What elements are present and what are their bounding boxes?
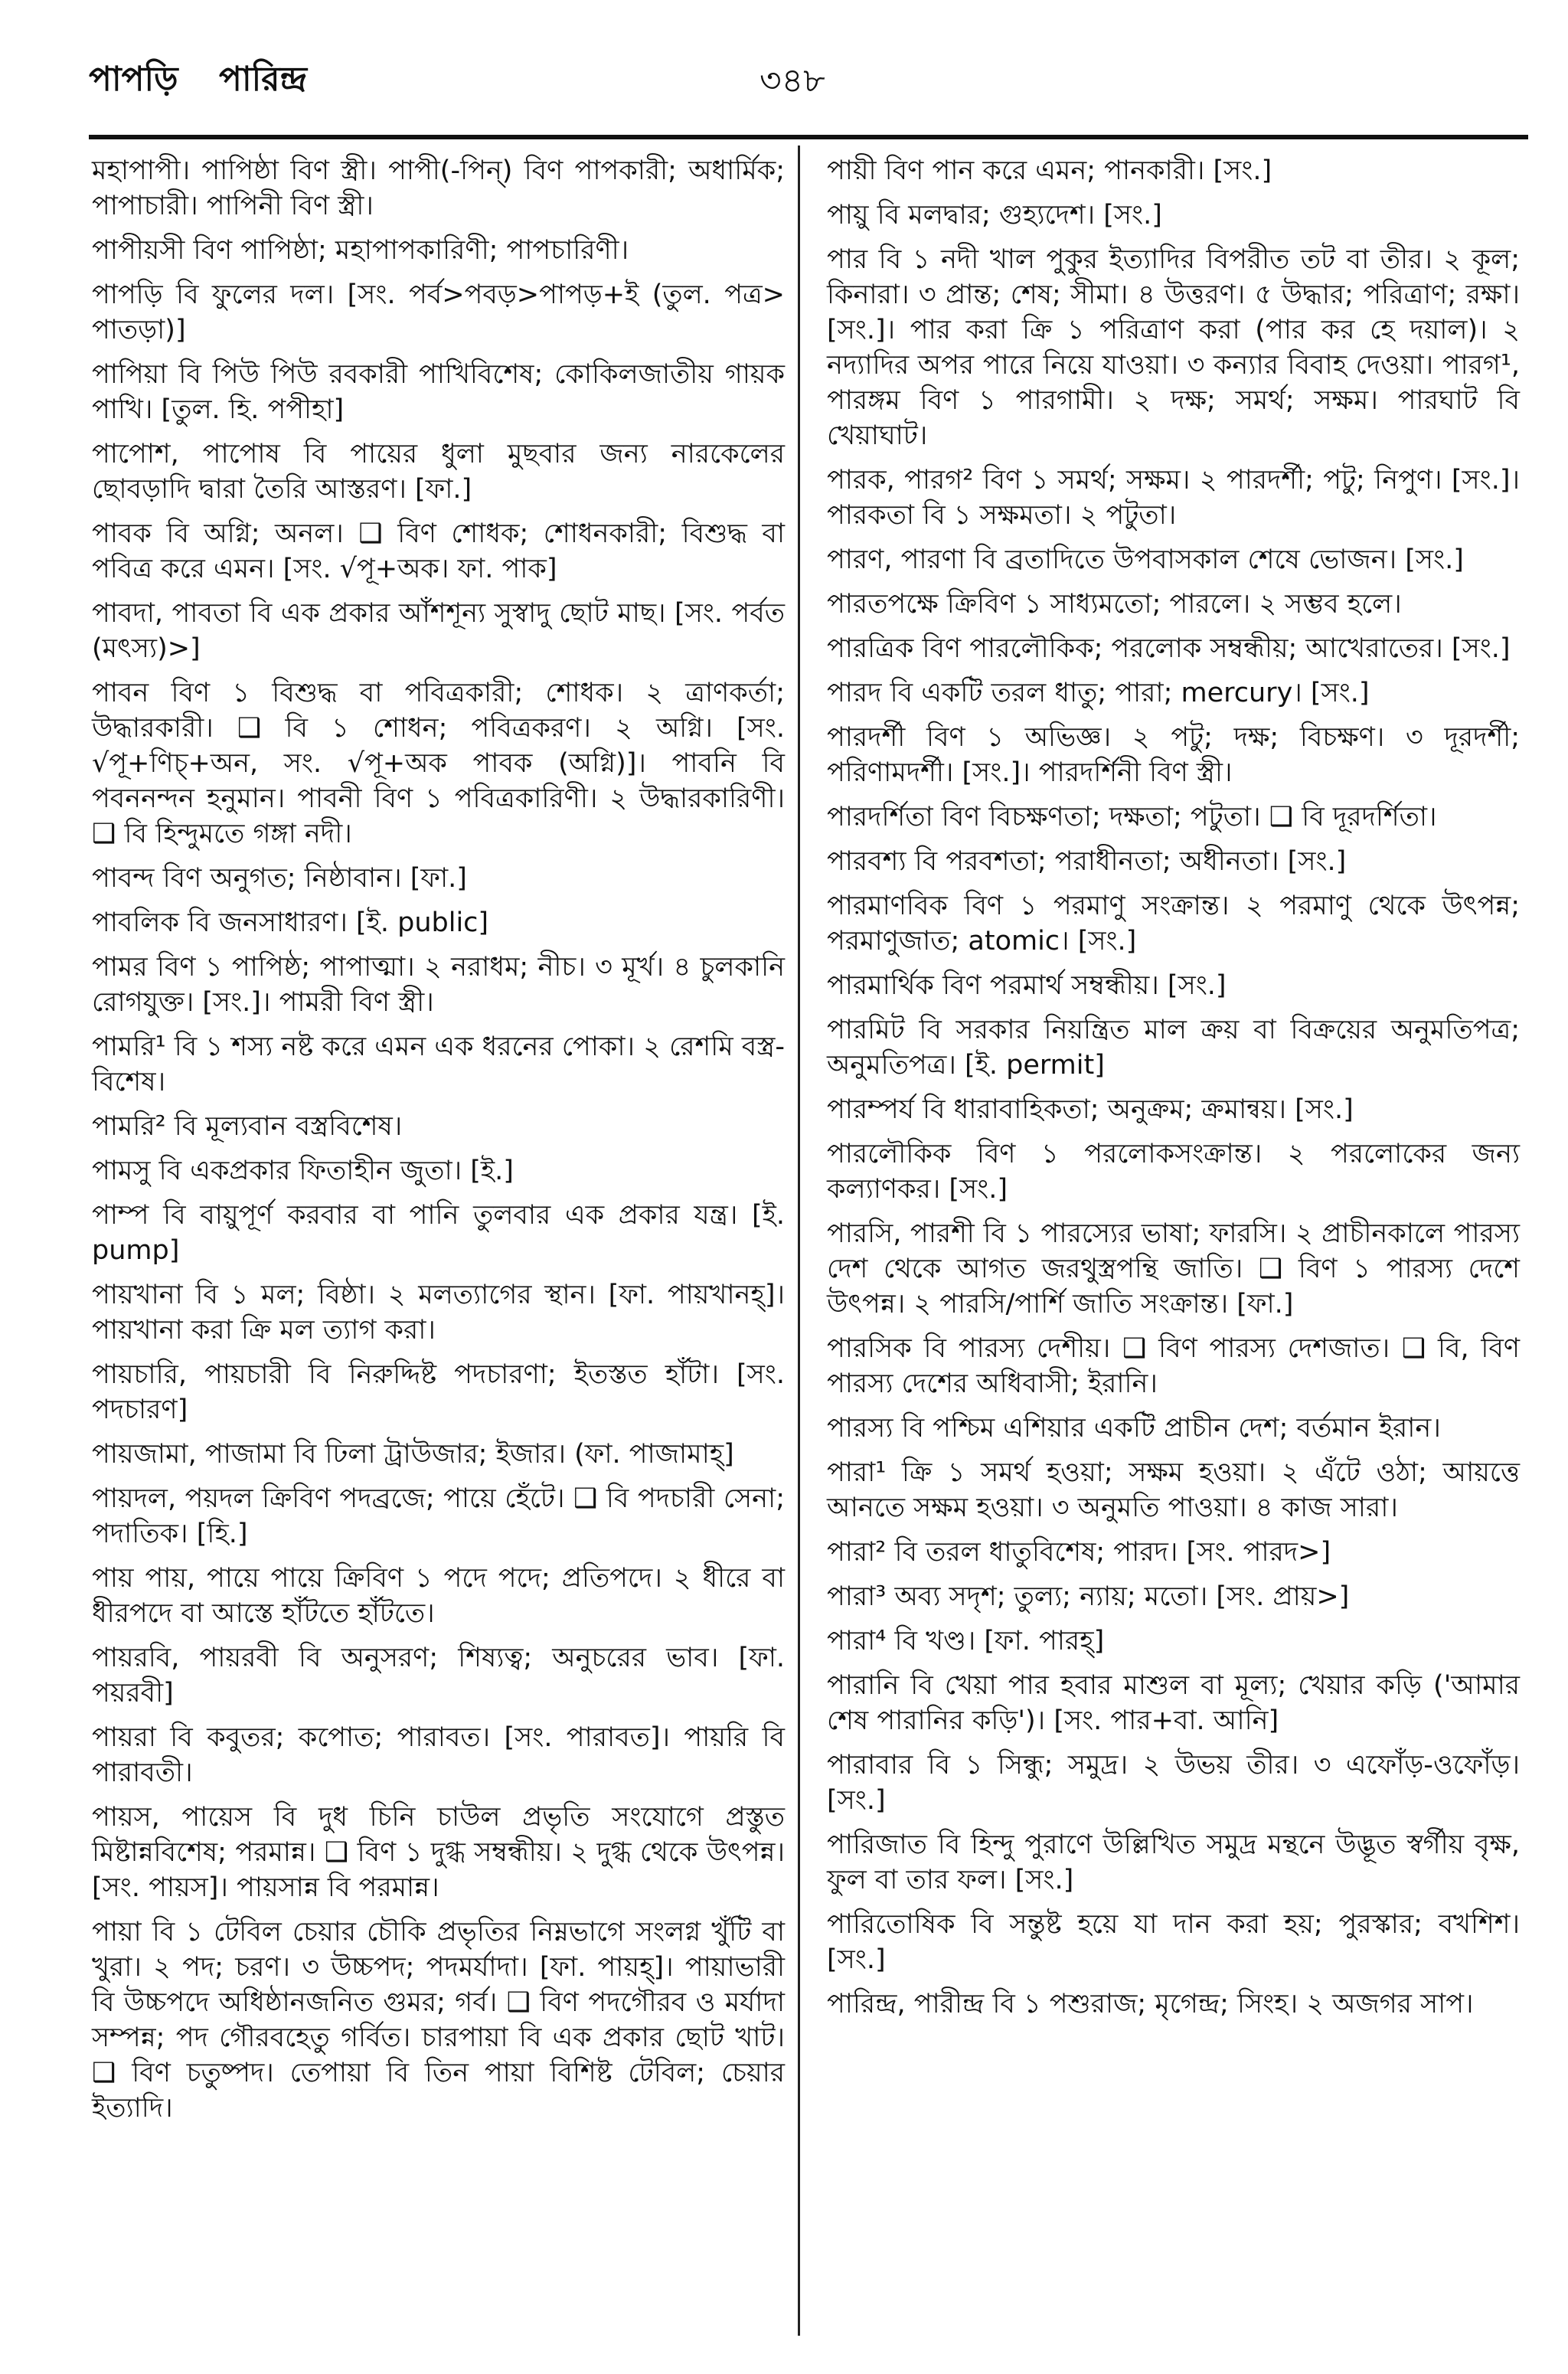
left-guide-word: পাপড়ি (89, 60, 178, 99)
dictionary-entry: পারিতোষিক বি সন্তুষ্ট হয়ে যা দান করা হয়; পুরস্কার; বখশিশ। [সং.] (827, 1909, 1520, 1975)
column-divider (798, 146, 800, 2336)
dictionary-entry: পায়জামা, পাজামা বি ঢিলা ট্রাউজার; ইজার। (ফা. পাজামাহ্‌] (92, 1439, 734, 1470)
header-rule (89, 135, 1528, 139)
dictionary-entry: পায়রা বি কবুতর; কপোত; পারাবত। [সং. পারাবত]। পায়রি বি পারাবতী। (92, 1722, 785, 1788)
dictionary-entry: পারত্রিক বিণ পারলৌকিক; পরলোক সম্বন্ধীয়; আখেরাতের। [সং.] (827, 633, 1511, 664)
dictionary-entry: পারা⁴ বি খণ্ড। [ফা. পারহ্‌] (827, 1626, 1105, 1656)
dictionary-entry: পার বি ১ নদী খাল পুকুর ইত্যাদির বিপরীত তট বা তীর। ২ কূল; কিনারা। ৩ প্রান্ত; শেষ; সীমা। ৪ উত্তরণ। ৫ উদ্ধার; পরিত্রাণ; রক্ষা। [সং.]। পার করা ক্রি ১ পরিত্রাণ করা (পার কর হে দয়াল)। ২ নদ্যাদির অপর পারে নিয়ে যাওয়া। ৩ কন্যার বিবাহ দেওয়া। পারগ¹, পারঙ্গম বিণ ১ পারগামী। ২ দক্ষ; সমর্থ; সক্ষম। পারঘাট বি খেয়াঘাট। (827, 244, 1520, 451)
dictionary-entry: পায়খানা বি ১ মল; বিষ্ঠা। ২ মলত্যাগের স্থান। [ফা. পায়খানহ্‌]। পায়খানা করা ক্রি মল ত্যাগ করা। (92, 1280, 785, 1346)
dictionary-entry: পাপিয়া বি পিউ পিউ রবকারী পাখিবিশেষ; কোকিলজাতীয় গায়ক পাখি। [তুল. হি. পপীহা] (92, 359, 785, 425)
left-column (92, 153, 785, 2135)
dictionary-entry: পারক, পারগ² বিণ ১ সমর্থ; সক্ষম। ২ পারদর্শী; পটু; নিপুণ। [সং.]। পারকতা বি ১ সক্ষমতা। ২ পটুতা। (827, 465, 1520, 531)
dictionary-entry: পায়স, পায়েস বি দুধ চিনি চাউল প্রভৃতি সংযোগে প্রস্তুত মিষ্টান্নবিশেষ; পরমান্ন। ❑ বিণ ১ দুগ্ধ সম্বন্ধীয়। ২ দুগ্ধ থেকে উৎপন্ন। [সং. পায়স]। পায়সান্ন বি পরমান্ন। (92, 1802, 785, 1903)
page-number: ৩৪৮ (760, 61, 825, 100)
dictionary-entry: পারতপক্ষে ক্রিবিণ ১ সাধ্যমতো; পারলে। ২ সম্ভব হলে। (827, 589, 1402, 620)
dictionary-entry: পায়দল, পয়দল ক্রিবিণ পদব্রজে; পায়ে হেঁটে। ❑ বি পদচারী সেনা; পদাতিক। [হি.] (92, 1483, 785, 1549)
dictionary-entry: পায় পায়, পায়ে পায়ে ক্রিবিণ ১ পদে পদে; প্রতিপদে। ২ ধীরে বা ধীরপদে বা আস্তে হাঁটতে হাঁটতে। (92, 1563, 785, 1629)
dictionary-entry: পাবলিক বি জনসাধারণ। [ই. public] (92, 907, 489, 938)
dictionary-entry: পারলৌকিক বিণ ১ পরলোকসংক্রান্ত। ২ পরলোকের জন্য কল্যাণকর। [সং.] (827, 1139, 1520, 1205)
dictionary-entry: পায়রবি, পায়রবী বি অনুসরণ; শিষ্যত্ব; অনুচরের ভাব। [ফা. পয়রবী] (92, 1643, 785, 1709)
dictionary-entry: পারণ, পারণা বি ব্রতাদিতে উপবাসকাল শেষে ভোজন। [সং.] (827, 544, 1464, 575)
dictionary-entry: পামরি¹ বি ১ শস্য নষ্ট করে এমন এক ধরনের পোকা। ২ রেশমি বস্ত্র-বিশেষ। (92, 1032, 785, 1097)
dictionary-entry: পারদর্শিতা বিণ বিচক্ষণতা; দক্ষতা; পটুতা। ❑ বি দূরদর্শিতা। (827, 802, 1437, 832)
dictionary-entry: পারদ বি একটি তরল ধাতু; পারা; mercury। [সং.] (827, 678, 1370, 708)
dictionary-entry: পাবন বিণ ১ বিশুদ্ধ বা পবিত্রকারী; শোধক। ২ ত্রাণকর্তা; উদ্ধারকারী। ❑ বি ১ শোধন; পবিত্রকরণ। ২ অগ্নি। [সং. √পূ+ণিচ্‌+অন, সং. √পূ+অক পাবক (অগ্নি)]। পাবনি বি পবননন্দন হনুমান। পাবনী বিণ ১ পবিত্রকারিণী। ২ উদ্ধারকারিণী। ❑ বি হিন্দুমতে গঙ্গা নদী। (92, 678, 785, 849)
dictionary-entry: পামসু বি একপ্রকার ফিতাহীন জুতা। [ই.] (92, 1156, 514, 1186)
dictionary-entry: পারিজাত বি হিন্দু পুরাণে উল্লিখিত সমুদ্র মন্থনে উদ্ভূত স্বর্গীয় বৃক্ষ, ফুল বা তার ফল। [সং.] (827, 1830, 1520, 1895)
dictionary-entry: পারিন্দ্র, পারীন্দ্র বি ১ পশুরাজ; মৃগেন্দ্র; সিংহ। ২ অজগর সাপ। (827, 1989, 1474, 2019)
dictionary-entry: পাবক বি অগ্নি; অনল। ❑ বিণ শোধক; শোধনকারী; বিশুদ্ধ বা পবিত্র করে এমন। [সং. √পূ+অক। ফা. পাক] (92, 518, 785, 584)
dictionary-entry: পারা² বি তরল ধাতুবিশেষ; পারদ। [সং. পারদ>] (827, 1537, 1331, 1568)
dictionary-entry: পাম্প বি বায়ুপূর্ণ করবার বা পানি তুলবার এক প্রকার যন্ত্র। [ই. pump] (92, 1200, 785, 1266)
right-column (827, 153, 1520, 2031)
dictionary-entry: পাপড়ি বি ফুলের দল। [সং. পর্ব>পবড়>পাপড়+ই (তুল. পত্র> পাতড়া)] (92, 280, 785, 345)
dictionary-entry: পারসি, পারশী বি ১ পারস্যের ভাষা; ফারসি। ২ প্রাচীনকালে পারস্য দেশ থেকে আগত জরথুস্ত্রপন্থি জাতি। ❑ বিণ ১ পারস্য দেশে উৎপন্ন। ২ পারসি/পার্শি জাতি সংক্রান্ত। [ফা.] (827, 1218, 1520, 1319)
dictionary-entry: পারা³ অব্য সদৃশ; তুল্য; ন্যায়; মতো। [সং. প্রায়>] (827, 1581, 1350, 1612)
dictionary-entry: পায়া বি ১ টেবিল চেয়ার চৌকি প্রভৃতির নিম্নভাগে সংলগ্ন খুঁটি বা খুরা। ২ পদ; চরণ। ৩ উচ্চপদ; পদমর্যাদা। [ফা. পায়হ্‌]। পায়াভারী বি উচ্চপদে অধিষ্ঠানজনিত গুমর; গর্ব। ❑ বিণ পদগৌরব ও মর্যাদা সম্পন্ন; পদ গৌরবহেতু গর্বিত। চারপায়া বি এক প্রকার ছোট খাট। ❑ বিণ চতুষ্পদ। তেপায়া বি তিন পায়া বিশিষ্ট টেবিল; চেয়ার ইত্যাদি। (92, 1917, 785, 2124)
dictionary-entry: পারসিক বি পারস্য দেশীয়। ❑ বিণ পারস্য দেশজাত। ❑ বি, বিণ পারস্য দেশের অধিবাসী; ইরানি। (827, 1333, 1520, 1399)
dictionary-entry: পামরি² বি মূল্যবান বস্ত্রবিশেষ। (92, 1111, 403, 1142)
dictionary-entry: পারবশ্য বি পরবশতা; পরাধীনতা; অধীনতা। [সং.] (827, 846, 1347, 877)
dictionary-entry: পারমার্থিক বিণ পরমার্থ সম্বন্ধীয়। [সং.] (827, 970, 1227, 1001)
dictionary-entry: পায়চারি, পায়চারী বি নিরুদ্দিষ্ট পদচারণা; ইতস্তত হাঁটা। [সং. পদচারণ] (92, 1359, 785, 1425)
dictionary-entry: পারমিট বি সরকার নিয়ন্ত্রিত মাল ক্রয় বা বিক্রয়ের অনুমতিপত্র; অনুমতিপত্র। [ই. permit] (827, 1015, 1520, 1081)
dictionary-entry: পারমাণবিক বিণ ১ পরমাণু সংক্রান্ত। ২ পরমাণু থেকে উৎপন্ন; পরমাণুজাত; atomic। [সং.] (827, 891, 1520, 956)
dictionary-entry: পারম্পর্য বি ধারাবাহিকতা; অনুক্রম; ক্রমান্বয়। [সং.] (827, 1094, 1354, 1125)
dictionary-entry: পারস্য বি পশ্চিম এশিয়ার একটি প্রাচীন দেশ; বর্তমান ইরান। (827, 1413, 1441, 1444)
dictionary-entry: পারাবার বি ১ সিন্ধু; সমুদ্র। ২ উভয় তীর। ৩ এফোঁড়-ওফোঁড়। [সং.] (827, 1750, 1520, 1816)
dictionary-entry: পায়ু বি মলদ্বার; গুহ্যদেশ। [সং.] (827, 200, 1162, 231)
dictionary-entry: পাবদা, পাবতা বি এক প্রকার আঁশশূন্য সুস্বাদু ছোট মাছ। [সং. পর্বত (মৎস্য)>] (92, 598, 785, 664)
dictionary-entry: পাপোশ, পাপোষ বি পায়ের ধুলা মুছবার জন্য নারকেলের ছোবড়াদি দ্বারা তৈরি আস্তরণ। [ফা.] (92, 439, 785, 505)
dictionary-entry: পায়ী বিণ পান করে এমন; পানকারী। [সং.] (827, 155, 1272, 186)
dictionary-entry: মহাপাপী। পাপিষ্ঠা বিণ স্ত্রী। পাপী(-পিন্‌) বিণ পাপকারী; অধার্মিক; পাপাচারী। পাপিনী বিণ স্ত্রী। (92, 155, 785, 221)
dictionary-entry: পারা¹ ক্রি ১ সমর্থ হওয়া; সক্ষম হওয়া। ২ এঁটে ওঠা; আয়ত্তে আনতে সক্ষম হওয়া। ৩ অনুমতি পাওয়া। ৪ কাজ সারা। (827, 1457, 1520, 1523)
dictionary-entry: পামর বিণ ১ পাপিষ্ঠ; পাপাত্মা। ২ নরাধম; নীচ। ৩ মূর্খ। ৪ চুলকানি রোগযুক্ত। [সং.]। পামরী বিণ স্ত্রী। (92, 952, 785, 1018)
dictionary-entry: পারদর্শী বিণ ১ অভিজ্ঞ। ২ পটু; দক্ষ; বিচক্ষণ। ৩ দূরদর্শী; পরিণামদর্শী। [সং.]। পারদর্শিনী বিণ স্ত্রী। (827, 722, 1520, 788)
dictionary-entry: পারানি বি খেয়া পার হবার মাশুল বা মূল্য; খেয়ার কড়ি ('আমার শেষ পারানির কড়ি')। [সং. পার+বা. আনি] (827, 1670, 1520, 1736)
dictionary-entry: পাপীয়সী বিণ পাপিষ্ঠা; মহাপাপকারিণী; পাপচারিণী। (92, 235, 629, 266)
right-guide-word: পারিন্দ্র (219, 60, 308, 99)
page-header (89, 44, 1528, 113)
dictionary-entry: পাবন্দ বিণ অনুগত; নিষ্ঠাবান। [ফা.] (92, 863, 467, 894)
